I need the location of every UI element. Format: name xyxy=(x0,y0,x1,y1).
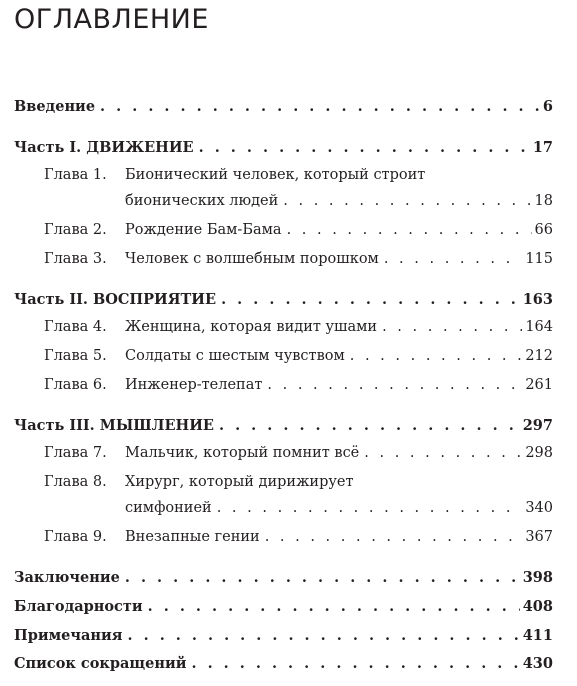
leader-dots xyxy=(191,655,519,672)
toc-entry-abbreviations[interactable] xyxy=(14,655,553,672)
entry-label: Солдаты с шестым чувством xyxy=(125,348,345,364)
entry-label: Благодарности xyxy=(14,598,143,615)
leader-dots xyxy=(100,98,540,115)
entry-label: Заключение xyxy=(14,569,120,586)
toc-entry-chapter-8[interactable] xyxy=(44,474,553,490)
chapter-number: Глава 8. xyxy=(44,474,107,490)
entry-label: Бионический человек, который строит xyxy=(125,167,426,183)
toc-entry-chapter-1-continued[interactable] xyxy=(125,193,553,209)
page-number: 398 xyxy=(522,569,553,586)
chapter-number: Глава 2. xyxy=(44,222,107,238)
toc-entry-notes[interactable] xyxy=(14,627,553,644)
entry-label: Часть II. ВОСПРИЯТИЕ xyxy=(14,291,217,308)
entry-label-continued: симфонией xyxy=(125,500,212,516)
page-number: 408 xyxy=(522,598,553,615)
entry-label: Часть III. МЫШЛЕНИЕ xyxy=(14,417,214,434)
leader-dots xyxy=(148,598,520,615)
toc-entry-part-1[interactable] xyxy=(14,139,553,156)
toc-entry-chapter-6[interactable] xyxy=(44,377,553,393)
page-number: 164 xyxy=(525,319,553,335)
page-number: 411 xyxy=(522,627,553,644)
entry-label: Примечания xyxy=(14,627,123,644)
page-number: 261 xyxy=(525,377,553,393)
leader-dots xyxy=(287,222,532,238)
page-title: ОГЛАВЛЕНИЕ xyxy=(14,4,209,35)
toc-entry-part-2[interactable] xyxy=(14,291,553,308)
page-number: 66 xyxy=(534,222,553,238)
toc-entry-part-3[interactable] xyxy=(14,417,553,434)
page-number: 115 xyxy=(525,251,553,267)
leader-dots xyxy=(265,529,523,545)
page-number: 367 xyxy=(525,529,553,545)
entry-label: Рождение Бам-Бама xyxy=(125,222,282,238)
leader-dots xyxy=(125,569,520,586)
chapter-number: Глава 6. xyxy=(44,377,107,393)
toc-entry-chapter-1[interactable] xyxy=(44,167,553,183)
toc-entry-chapter-8-continued[interactable] xyxy=(125,500,553,516)
page-number: 430 xyxy=(522,655,553,672)
chapter-number: Глава 4. xyxy=(44,319,107,335)
entry-label: Часть I. ДВИЖЕНИЕ xyxy=(14,139,194,156)
page-number: 298 xyxy=(525,445,553,461)
chapter-number: Глава 7. xyxy=(44,445,107,461)
toc-entry-chapter-4[interactable] xyxy=(44,319,553,335)
toc-entry-thanks[interactable] xyxy=(14,598,553,615)
toc-entry-intro[interactable] xyxy=(14,98,553,115)
leader-dots xyxy=(267,377,522,393)
entry-label: Инженер-телепат xyxy=(125,377,263,393)
leader-dots xyxy=(364,445,522,461)
leader-dots xyxy=(199,139,530,156)
toc-entry-chapter-5[interactable] xyxy=(44,348,553,364)
leader-dots xyxy=(382,319,522,335)
chapter-number: Глава 3. xyxy=(44,251,107,267)
entry-label: Женщина, которая видит ушами xyxy=(125,319,378,335)
leader-dots xyxy=(283,193,531,209)
entry-label-continued: бионических людей xyxy=(125,193,279,209)
entry-label: Список сокращений xyxy=(14,655,187,672)
toc-entry-chapter-2[interactable] xyxy=(44,222,553,238)
chapter-number: Глава 1. xyxy=(44,167,107,183)
toc-entry-chapter-7[interactable] xyxy=(44,445,553,461)
leader-dots xyxy=(350,348,523,364)
page-number: 297 xyxy=(522,417,553,434)
entry-label: Мальчик, который помнит всё xyxy=(125,445,360,461)
page-number: 163 xyxy=(522,291,553,308)
leader-dots xyxy=(128,627,520,644)
page-number: 17 xyxy=(532,139,553,156)
chapter-number: Глава 9. xyxy=(44,529,107,545)
leader-dots xyxy=(384,251,522,267)
entry-label: Внезапные гении xyxy=(125,529,260,545)
chapter-number: Глава 5. xyxy=(44,348,107,364)
toc-entry-conclusion[interactable] xyxy=(14,569,553,586)
leader-dots xyxy=(219,417,520,434)
toc-entry-chapter-9[interactable] xyxy=(44,529,553,545)
toc-entry-chapter-3[interactable] xyxy=(44,251,553,267)
entry-label: Введение xyxy=(14,98,96,115)
page-number: 18 xyxy=(534,193,553,209)
leader-dots xyxy=(217,500,523,516)
page-number: 212 xyxy=(525,348,553,364)
entry-label: Хирург, который дирижирует xyxy=(125,474,354,490)
page-number: 340 xyxy=(525,500,553,516)
leader-dots xyxy=(221,291,520,308)
page-number: 6 xyxy=(542,98,553,115)
entry-label: Человек с волшебным порошком xyxy=(125,251,379,267)
